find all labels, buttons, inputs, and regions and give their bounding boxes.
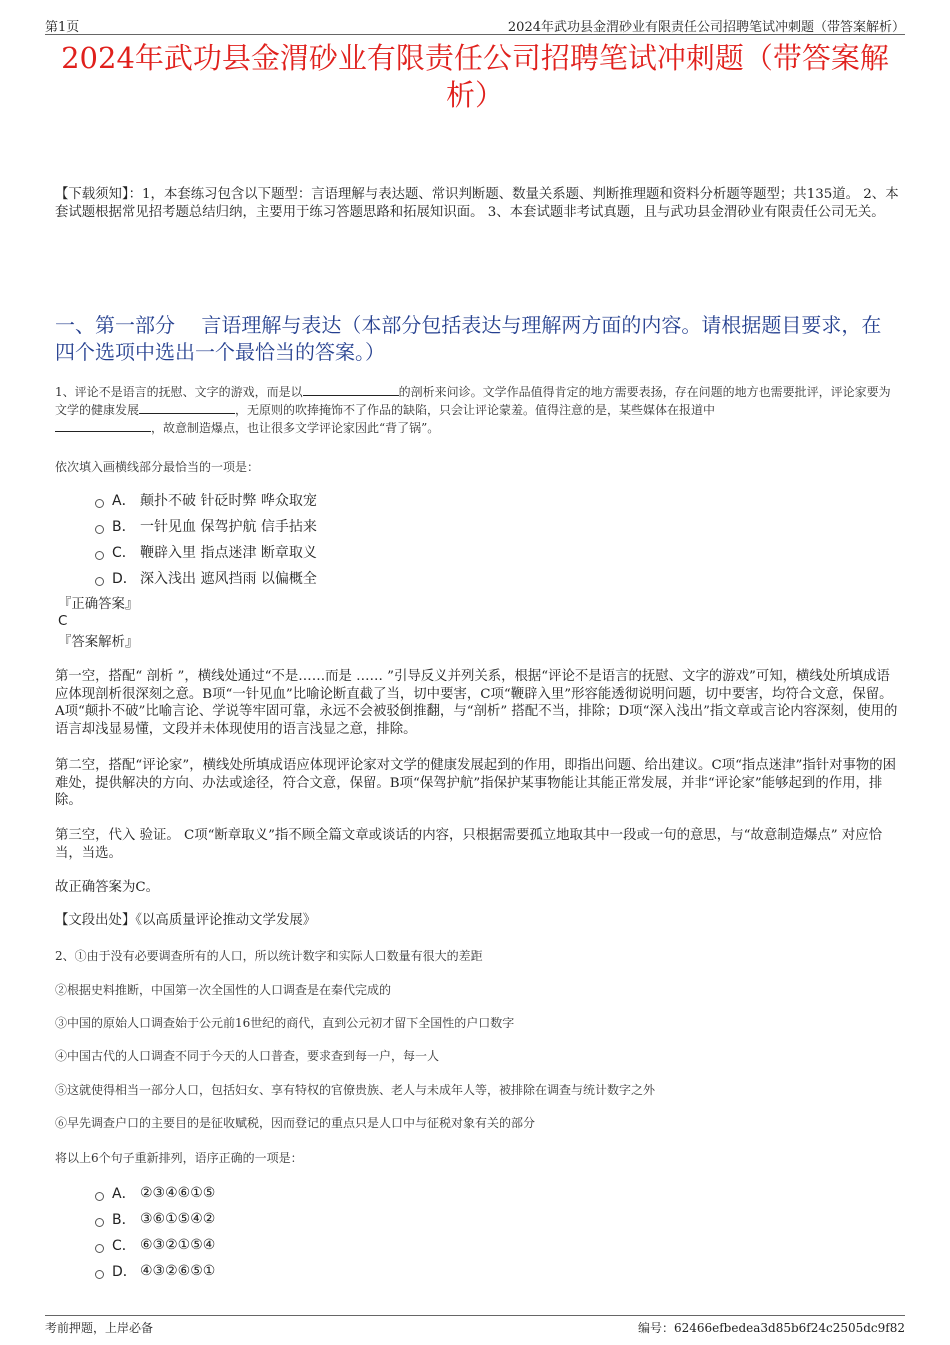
document-id: 编号：62466efbedea3d85b6f24c2505dc9f82 xyxy=(637,1321,905,1335)
radio-icon[interactable] xyxy=(95,1218,104,1227)
page-header xyxy=(45,16,905,35)
option-key: D． xyxy=(112,1264,137,1280)
radio-icon[interactable] xyxy=(95,525,104,534)
q2-sentence-6: ⑥早先调查户口的主要目的是征收赋税，因而登记的重点只是人口中与征税对象有关的部分 xyxy=(55,1116,536,1130)
option-text: 一针见血 保驾护航 信手拈来 xyxy=(140,519,317,535)
header-doc-title: 2024年武功县金渭砂业有限责任公司招聘笔试冲刺题（带答案解析） xyxy=(507,20,905,35)
option-text: 鞭辟入里 指点迷津 断章取义 xyxy=(140,545,317,561)
question-2-options xyxy=(95,1180,215,1284)
option-text: ④③②⑥⑤① xyxy=(140,1263,216,1279)
option-key: B． xyxy=(112,1212,136,1228)
option-b[interactable] xyxy=(95,513,317,539)
option-key: C． xyxy=(112,1238,136,1254)
option-text: ②③④⑥①⑤ xyxy=(140,1185,216,1201)
analysis-paragraph-3: 第三空，代入 验证。 C项“断章取义”指不顾全篇文章或谈话的内容，只根据需要孤立地取其中一段或一句的意思，与“故意制造爆点” 对应恰当，当选。 xyxy=(55,828,883,861)
option-b[interactable] xyxy=(95,1206,215,1232)
page-footer xyxy=(45,1315,905,1335)
analysis-label: 『答案解析』 xyxy=(58,635,139,650)
option-key: A． xyxy=(112,493,136,509)
option-a[interactable] xyxy=(95,487,317,513)
option-key: C． xyxy=(112,545,136,561)
option-key: A． xyxy=(112,1186,136,1202)
radio-icon[interactable] xyxy=(95,1192,104,1201)
q2-sentence-1: 2、①由于没有必要调查所有的人口，所以统计数字和实际人口数量有很大的差距 xyxy=(55,949,483,963)
correct-answer: C xyxy=(58,614,68,629)
option-text: ③⑥①⑤④② xyxy=(140,1211,216,1227)
question-1-stem xyxy=(55,383,900,437)
radio-icon[interactable] xyxy=(95,499,104,508)
fill-blank-2 xyxy=(139,401,235,414)
option-key: D． xyxy=(112,571,137,587)
radio-icon[interactable] xyxy=(95,577,104,586)
option-d[interactable] xyxy=(95,565,317,591)
radio-icon[interactable] xyxy=(95,1244,104,1253)
q1-text-part1: 1、评论不是语言的抚慰、文字的游戏，而是以 xyxy=(55,385,303,399)
option-key: B． xyxy=(112,519,136,535)
download-notice: 【下载须知】：1，本套练习包含以下题型：言语理解与表达题、常识判断题、数量关系题、判断推理题和资料分析题等题型；共135道。 2、本套试题根据常见招考题总结归纳，主要用于练习答题思路和拓展知识面。 3、本套试题非考试真题，且与武功县金渭砂业有限责任公司无关。 xyxy=(55,187,899,220)
radio-icon[interactable] xyxy=(95,551,104,560)
analysis-paragraph-2: 第二空，搭配“评论家”，横线处所填成语应体现评论家对文学的健康发展起到的作用，即指出问题、给出建议。C项“指点迷津”指针对事物的困难处，提供解决的方向、办法或途径，符合文意，保留。B项“保驾护航”指保护某事物能让其能正常发展，并非“评论家”能够起到的作用，排除。 xyxy=(55,758,897,808)
page-number: 第1页 xyxy=(45,20,80,35)
analysis-paragraph-1: 第一空，搭配“ 剖析 ”，横线处通过“不是……而是 …… ”引导反义并列关系，根据“评论不是语言的抚慰、文字的游戏”可知，横线处所填成语应体现剖析很深刻之意。B项“一针见血”比喻论断直截了当，切中要害，C项“鞭辟入里”形容能透彻说明问题，切中要害，均符合文意，保留。A项“颠扑不破”比喻言论、学说等牢固可靠，永远不会被驳倒推翻，与“剖析” 搭配不当，排除；D项“深入浅出”指文章或言论内容深刻，使用的语言却浅显易懂，文段并未体现使用的语言浅显之意，排除。 xyxy=(55,669,898,737)
option-text: ⑥③②①⑤④ xyxy=(140,1237,216,1253)
section-heading: 一、第一部分 言语理解与表达（本部分包括表达与理解两方面的内容。请根据题目要求，在四个选项中选出一个最恰当的答案。） xyxy=(55,313,882,364)
option-c[interactable] xyxy=(95,539,317,565)
radio-icon[interactable] xyxy=(95,1270,104,1279)
q1-text-part4: ，故意制造爆点，也让很多文学评论家因此“背了锅”。 xyxy=(151,421,440,435)
analysis-conclusion: 故正确答案为C。 xyxy=(55,880,159,895)
answer-label: 『正确答案』 xyxy=(58,597,139,612)
page-title: 2024年武功县金渭砂业有限责任公司招聘笔试冲刺题（带答案解析） xyxy=(61,41,889,112)
question-1-prompt: 依次填入画横线部分最恰当的一项是： xyxy=(55,460,260,474)
fill-blank-3 xyxy=(55,419,151,432)
footer-slogan: 考前押题，上岸必备 xyxy=(45,1321,154,1335)
q2-sentence-3: ③中国的原始人口调查始于公元前16世纪的商代，直到公元初才留下全国性的户口数字 xyxy=(55,1016,515,1030)
text-source: 【文段出处】《以高质量评论推动文学发展》 xyxy=(55,913,317,928)
q2-sentence-2: ②根据史料推断，中国第一次全国性的人口调查是在秦代完成的 xyxy=(55,983,392,997)
q1-text-part3: ，无原则的吹捧掩饰不了作品的缺陷，只会让评论蒙羞。值得注意的是，某些媒体在报道中 xyxy=(235,403,716,417)
option-c[interactable] xyxy=(95,1232,215,1258)
question-1-options xyxy=(95,487,317,591)
fill-blank-1 xyxy=(303,383,399,396)
option-text: 颠扑不破 针砭时弊 哗众取宠 xyxy=(140,493,317,509)
option-text: 深入浅出 遮风挡雨 以偏概全 xyxy=(140,571,317,587)
option-a[interactable] xyxy=(95,1180,215,1206)
option-d[interactable] xyxy=(95,1258,215,1284)
q1-text-part2: 的剖析来问诊。文学作品值得肯定的地方需要表扬，存在问题的地方也需要批评，评论家要为文学的健康发展 xyxy=(55,385,891,417)
question-2-prompt: 将以上6个句子重新排列，语序正确的一项是： xyxy=(55,1151,303,1165)
q2-sentence-5: ⑤这就使得相当一部分人口，包括妇女、享有特权的官僚贵族、老人与未成年人等，被排除在调查与统计数字之外 xyxy=(55,1083,656,1097)
q2-sentence-4: ④中国古代的人口调查不同于今天的人口普查，要求查到每一户，每一人 xyxy=(55,1049,440,1063)
